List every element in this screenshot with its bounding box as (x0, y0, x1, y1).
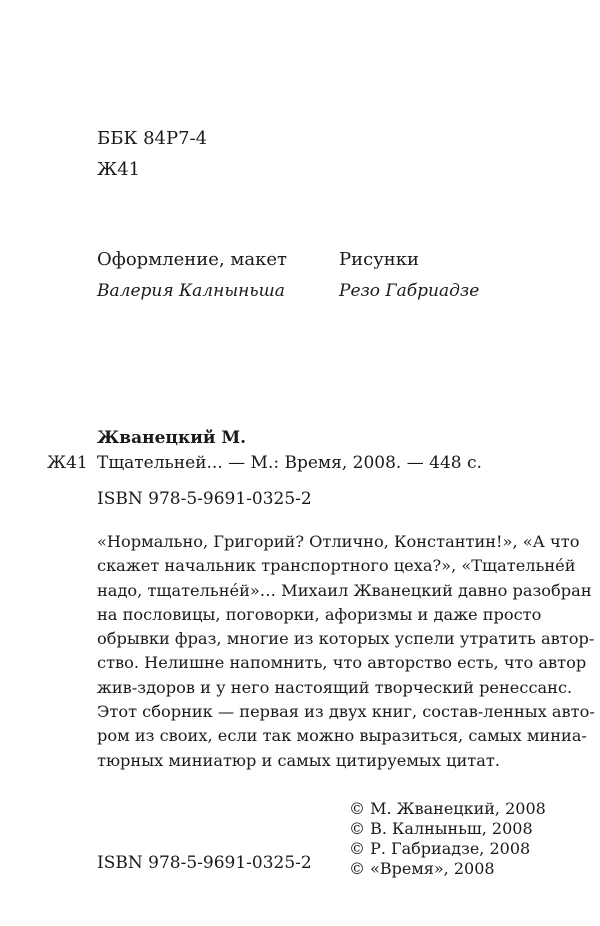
copyright-block (349, 799, 546, 879)
author-sign: Ж41 (97, 159, 141, 180)
isbn-bottom: ISBN 978-5-9691-0325-2 (97, 853, 312, 873)
bbk-index: ББК 84Р7-4 (97, 128, 208, 149)
copyright-line: © «Время», 2008 (349, 859, 495, 878)
annotation-line: тюрных миниатюр и самых цитируемых цитат. (97, 750, 500, 770)
annotation-line: ром из своих, если так можно выразиться, самых миниа- (97, 726, 587, 746)
annotation-paragraph (97, 530, 595, 773)
isbn-top: ISBN 978-5-9691-0325-2 (97, 489, 312, 509)
copyright-line: © Р. Габриадзе, 2008 (349, 839, 531, 858)
annotation-line: на пословицы, поговорки, афоризмы и даже просто (97, 604, 542, 624)
annotation-line: «Нормально, Григорий? Отлично, Константин!», «А что (97, 532, 580, 551)
drawings-credit-label: Рисунки (339, 249, 420, 270)
annotation-line: Этот сборник — первая из двух книг, состав-ленных авто- (97, 702, 595, 722)
annotation-line: обрывки фраз, многие из которых успели утратить автор- (97, 629, 595, 649)
annotation-line: ство. Нелишне напомнить, что авторство есть, что автор (97, 653, 587, 673)
side-author-sign: Ж41 (47, 453, 88, 473)
annotation-line: надо, тщательнéй»… Михаил Жванецкий давно разобран (97, 580, 592, 600)
design-credit-name: Валерия Калныньша (97, 281, 285, 301)
author-heading: Жванецкий М. (97, 428, 247, 448)
title-line: Тщательней... — М.: Время, 2008. — 448 с. (97, 453, 482, 473)
annotation-line: скажет начальник транспортного цеха?», «Тщательнéй (97, 556, 576, 576)
copyright-line: © В. Калныньш, 2008 (349, 819, 533, 838)
annotation-line: жив-здоров и у него настоящий творческий ренессанс. (97, 677, 573, 697)
copyright-line: © М. Жванецкий, 2008 (349, 799, 546, 818)
drawings-credit-name: Резо Габриадзе (339, 281, 480, 301)
design-credit-label: Оформление, макет (97, 249, 287, 270)
